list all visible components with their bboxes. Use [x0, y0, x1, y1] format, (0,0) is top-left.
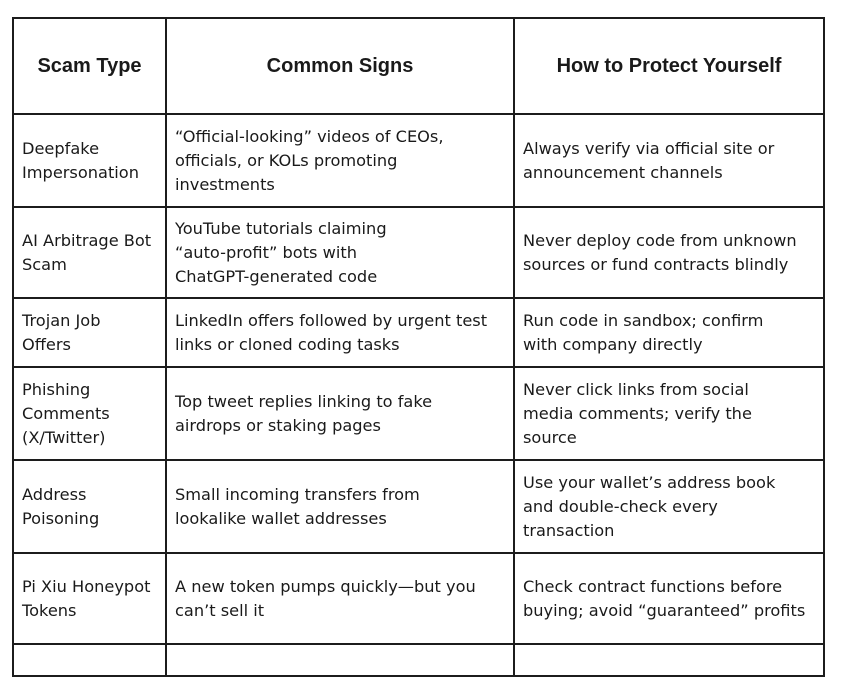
- protection-cell: Check contract functions before buying; avoid “guaranteed” profits: [514, 553, 824, 644]
- protection-cell: Never deploy code from unknown sources or fund contracts blindly: [514, 207, 824, 298]
- table-row: [13, 367, 824, 460]
- table-row: [13, 207, 824, 298]
- common-signs-cell: Top tweet replies linking to fake airdrops or staking pages: [166, 367, 514, 460]
- table-row: [13, 460, 824, 553]
- common-signs-cell: [166, 644, 514, 676]
- scam-type-cell: Address Poisoning: [13, 460, 166, 553]
- scam-type-cell: AI Arbitrage Bot Scam: [13, 207, 166, 298]
- table-row: [13, 298, 824, 367]
- table-row: [13, 553, 824, 644]
- scam-type-cell: [13, 644, 166, 676]
- protection-cell: Never click links from social media comments; verify the source: [514, 367, 824, 460]
- header-scam-type: Scam Type: [13, 18, 166, 114]
- protection-cell: [514, 644, 824, 676]
- common-signs-cell: “Official-looking” videos of CEOs, officials, or KOLs promoting investments: [166, 114, 514, 207]
- scam-type-cell: Pi Xiu Honeypot Tokens: [13, 553, 166, 644]
- header-how-to-protect: How to Protect Yourself: [514, 18, 824, 114]
- common-signs-cell: Small incoming transfers from lookalike wallet addresses: [166, 460, 514, 553]
- common-signs-cell: LinkedIn offers followed by urgent test links or cloned coding tasks: [166, 298, 514, 367]
- protection-cell: Run code in sandbox; confirm with company directly: [514, 298, 824, 367]
- common-signs-cell: A new token pumps quickly—but you can’t sell it: [166, 553, 514, 644]
- header-common-signs: Common Signs: [166, 18, 514, 114]
- table-row: [13, 114, 824, 207]
- scam-type-cell: Trojan Job Offers: [13, 298, 166, 367]
- scam-type-cell: Phishing Comments (X/Twitter): [13, 367, 166, 460]
- table-row: [13, 644, 824, 676]
- protection-cell: Always verify via official site or announcement channels: [514, 114, 824, 207]
- header-row: [13, 18, 824, 114]
- scam-table: [12, 17, 825, 677]
- common-signs-cell: YouTube tutorials claiming “auto-profit” bots with ChatGPT-generated code: [166, 207, 514, 298]
- protection-cell: Use your wallet’s address book and double-check every transaction: [514, 460, 824, 553]
- scam-type-cell: Deepfake Impersonation: [13, 114, 166, 207]
